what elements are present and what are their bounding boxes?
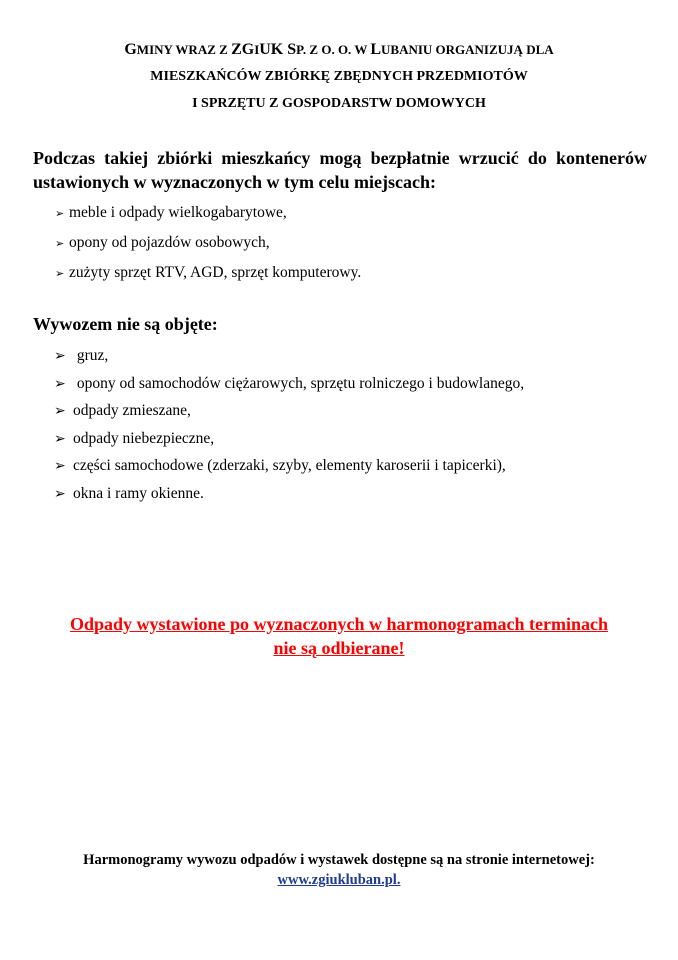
header-text: . Z O. O. W — [302, 42, 371, 57]
arrowhead-bullet-icon: ➢ — [54, 459, 66, 474]
list-item-text: gruz, — [73, 347, 109, 364]
list-item-text: meble i odpady wielkogabarytowe, — [69, 204, 287, 221]
website-link[interactable]: www.zgiukluban.pl. — [277, 872, 401, 888]
arrowhead-bullet-icon: ➢ — [54, 404, 66, 419]
footer-text: Harmonogramy wywozu odpadów i wystawek dostępne są na stronie internetowej: — [83, 852, 595, 868]
list-item-text: zużyty sprzęt RTV, AGD, sprzęt komputerowy. — [69, 264, 362, 281]
intro-paragraph: Podczas takiej zbiórki mieszkańcy mogą bezpłatnie wrzucić do kontenerów ustawionych w wyznaczonych w tym celu miejscach: — [33, 148, 647, 192]
list-item — [54, 397, 524, 425]
header-line-3: I SPRZĘTU Z GOSPODARSTW DOMOWYCH — [192, 96, 486, 111]
arrowhead-bullet-icon: ➢ — [54, 431, 66, 447]
excluded-heading: Wywozem nie są objęte: — [33, 314, 218, 334]
list-item — [55, 198, 361, 228]
list-item-text: okna i ramy okienne. — [73, 484, 204, 502]
header-text: I — [254, 42, 260, 57]
header-text: P — [296, 42, 303, 57]
header-text: MINY WRAZ Z — [136, 42, 232, 57]
list-item — [54, 425, 524, 453]
header-text: UK S — [259, 41, 297, 58]
warning-line-1: Odpady wystawione po wyznaczonych w harmonogramach terminach — [70, 614, 608, 634]
header-text: UBANIU ORGANIZUJĄ DLA — [381, 42, 554, 57]
warning-notice — [20, 612, 658, 660]
arrowhead-bullet-icon: ➢ — [54, 486, 66, 502]
header-line-1 — [20, 36, 658, 63]
list-item-text: części samochodowe (zderzaki, szyby, elementy karoserii i tapicerki), — [73, 457, 506, 474]
arrowhead-bullet-icon: ➢ — [54, 349, 66, 364]
warning-line-2: nie są odbierane! — [273, 638, 405, 658]
list-item-text: odpady zmieszane, — [73, 402, 191, 419]
list-item-text: opony od samochodów ciężarowych, sprzętu rolniczego i budowlanego, — [73, 374, 525, 392]
list-item — [54, 480, 524, 508]
list-item-text: opony od pojazdów osobowych, — [69, 234, 270, 251]
list-item — [54, 342, 524, 370]
list-item — [55, 228, 361, 258]
arrowhead-bullet-icon: ➢ — [54, 376, 66, 392]
header-text: L — [370, 41, 382, 58]
accepted-items-list — [55, 198, 361, 288]
document-header — [20, 36, 658, 117]
arrowhead-bullet-icon: ➢ — [55, 238, 65, 250]
header-line-2: MIESZKAŃCÓW ZBIÓRKĘ ZBĘDNYCH PRZEDMIOTÓW — [150, 69, 528, 84]
header-text: ZG — [231, 41, 255, 58]
footer — [20, 850, 658, 890]
list-item — [54, 370, 524, 398]
header-initial: G — [124, 41, 137, 58]
excluded-items-list — [54, 342, 524, 507]
arrowhead-bullet-icon: ➢ — [55, 268, 65, 280]
list-item — [54, 452, 524, 480]
arrowhead-bullet-icon: ➢ — [55, 208, 65, 220]
list-item-text: odpady niebezpieczne, — [73, 429, 215, 447]
list-item — [55, 258, 361, 288]
